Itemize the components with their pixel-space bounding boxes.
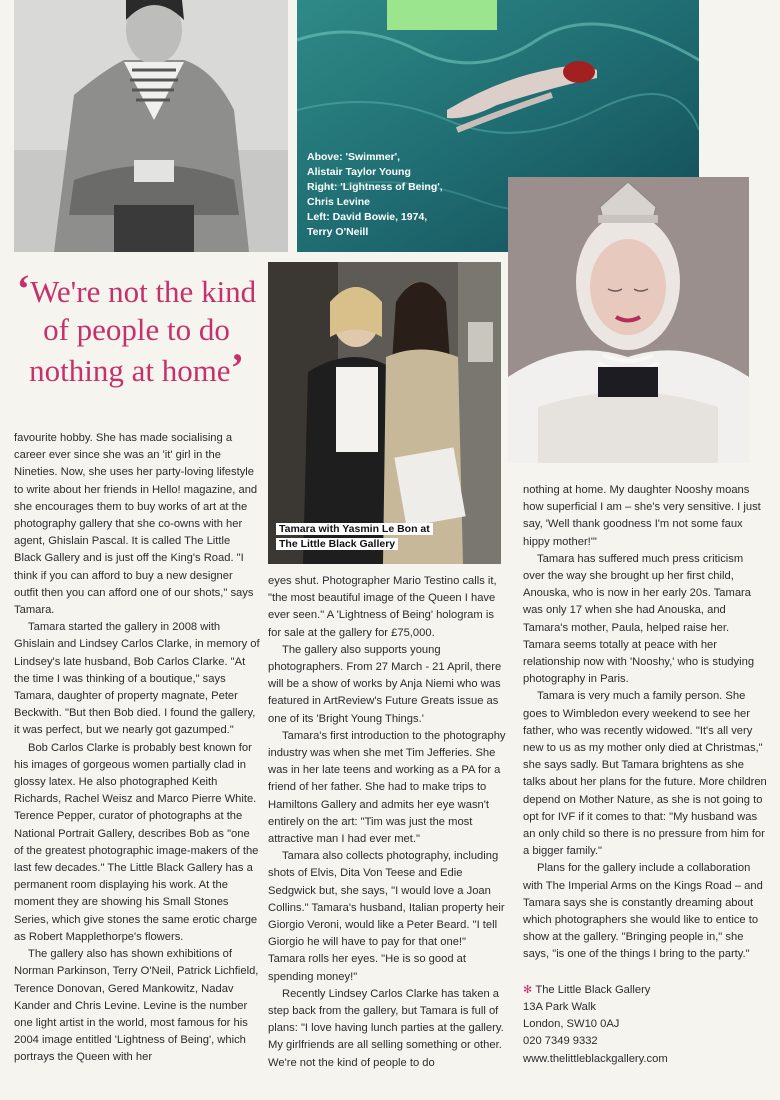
open-quote-mark: ‘	[16, 266, 31, 311]
paragraph: Tamara's first introduction to the photography industry was when she met Tim Jefferies. She was in her late teens and working as a PA for a friend of her father. She had to make trips to Hamiltons Gallery and admits her eye wasn't entirely on the art: "Tim was just the most attractive man I had ever met."	[268, 729, 506, 846]
article-column-3	[523, 482, 767, 1068]
address-line-2: London, SW10 0AJ	[523, 1018, 620, 1031]
gallery-contact-block	[523, 982, 767, 1068]
article-column-2	[268, 573, 506, 1072]
paragraph: Tamara has suffered much press criticism over the way she brought up her first child, Anouska, who is now in her early 20s. Tamara was only 17 when she had Anouska, and Tamara's mother, Paula, helped raise her. Tamara seems totally at peace with her relationship now with 'Nooshy,' who is studying photography in Paris.	[523, 552, 755, 686]
paragraph: Tamara is very much a family person. She goes to Wimbledon every weekend to see her father, who was recently widowed. "It's all very new to us as my mother only died at Christmas," she says sadly. But Tamara brightens as she talks about her plans for the future. More children depend on Mother Nature, as she is not going to opt for IVF if it comes to that: "My husband was an only child so there is no pressure from him for a bigger family."	[523, 690, 767, 858]
caption-line: The Little Black Gallery	[276, 538, 398, 550]
photo-lightness-of-being	[508, 177, 749, 463]
address-line-1: 13A Park Walk	[523, 1000, 596, 1013]
caption-line: Terry O'Neill	[307, 226, 369, 238]
website-link[interactable]: www.thelittleblackgallery.com	[523, 1052, 668, 1065]
paragraph: The gallery also supports young photographers. From 27 March - 21 April, there will be a show of works by Anja Niemi who was featured in ArtReview's Future Greats issue as one of its 'Bright Young Things.'	[268, 643, 502, 725]
photo-credits-caption	[307, 150, 477, 240]
paragraph: Plans for the gallery include a collaboration with The Imperial Arms on the Kings Road – and Tamara says she is constantly dreaming about which photographers she would like to entice to show at the gallery. "Bringing people in," she says, "is one of the things I bring to the party."	[523, 862, 763, 961]
paragraph: nothing at home. My daughter Nooshy moans how superficial I am – she's very sensitive. I just say, 'Well thank goodness I'm not some faux hippy mother!'"	[523, 484, 761, 548]
caption-line: Above: 'Swimmer',	[307, 151, 401, 163]
photo-tamara-yasmin	[268, 262, 501, 564]
tamara-caption	[276, 522, 476, 552]
paragraph: eyes shut. Photographer Mario Testino calls it, "the most beautiful image of the Queen I have ever seen." A 'Lightness of Being' hologram is for sale at the gallery for £75,000.	[268, 575, 497, 639]
caption-line: Chris Levine	[307, 196, 371, 208]
close-quote-mark: ’	[230, 345, 244, 390]
paragraph: Tamara started the gallery in 2008 with Ghislain and Lindsey Carlos Clarke, in memory of Lindsey's late husband, Bob Carlos Clarke. "At the time I was thinking of a boutique," says Tamara, daughter of property magnate, Peter Beckwith. "But then Bob died. I found the gallery, it was perfect, but we nearly got gazumped."	[14, 621, 260, 737]
caption-line: Left: David Bowie, 1974,	[307, 211, 428, 223]
paragraph: The gallery also has shown exhibitions of Norman Parkinson, Terry O'Neil, Patrick Lichfield, Terence Donovan, Gered Mankowitz, Nadav Kander and Chris Levine. Levine is the number one light artist in the world, most famous for his 2004 image entitled 'Lightness of Being', which portrays the Queen with her	[14, 948, 259, 1064]
paragraph: Recently Lindsey Carlos Clarke has taken a step back from the gallery, but Tamara is full of plans: "I love having lunch parties at the gallery. My girlfriends are all selling something or other. We're not the kind of people to do	[268, 987, 504, 1069]
gallery-name: The Little Black Gallery	[535, 983, 651, 996]
paragraph: Bob Carlos Clarke is probably best known for his images of gorgeous women partially clad in glossy latex. He also photographed Keith Richards, Rachel Weisz and Marco Pierre White. Terence Pepper, curator of photographs at the National Portrait Gallery, describes Bob as "one of the greatest photographic image-makers of the last few decades." The Little Black Gallery has a permanent room displaying his work. At the moment they are showing his Small Stones Series, which give stones the same erotic charge as Robert Mapplethorpe's flowers.	[14, 741, 259, 943]
caption-line: Alistair Taylor Young	[307, 166, 411, 178]
caption-line: Tamara with Yasmin Le Bon at	[276, 523, 433, 535]
article-column-1	[14, 430, 260, 1067]
paragraph: favourite hobby. She has made socialising a career ever since she was an 'it' girl in the Nineties. Now, she uses her party-loving lifestyle to write about her friends in Hello! magazine, and she encourages them to buy works of art at the photography gallery that she co-owns with her agent, Ghislain Pascal. It is called The Little Black Gallery and is just off the King's Road. "I think if you can afford to buy a new designer outfit then you can afford one of our shots," says Tamara.	[14, 432, 258, 617]
pull-quote-text: We're not the kind of people to do nothing at home	[29, 274, 257, 388]
phone-number: 020 7349 9332	[523, 1035, 598, 1048]
paragraph: Tamara also collects photography, including shots of Elvis, Dita Von Teese and Edie Sedgwick but, she says, "I would love a Joan Collins." Tamara's husband, Italian property heir Giorgio Veroni, would like a Peter Beard. "I tell Giorgio he will have to pay for that one!" Tamara rolls her eyes. "He is so good at spending money!"	[268, 850, 505, 983]
caption-line: Right: 'Lightness of Being',	[307, 181, 443, 193]
pull-quote	[14, 266, 259, 390]
photo-david-bowie	[14, 0, 288, 252]
asterisk-icon: ✻	[523, 983, 533, 996]
